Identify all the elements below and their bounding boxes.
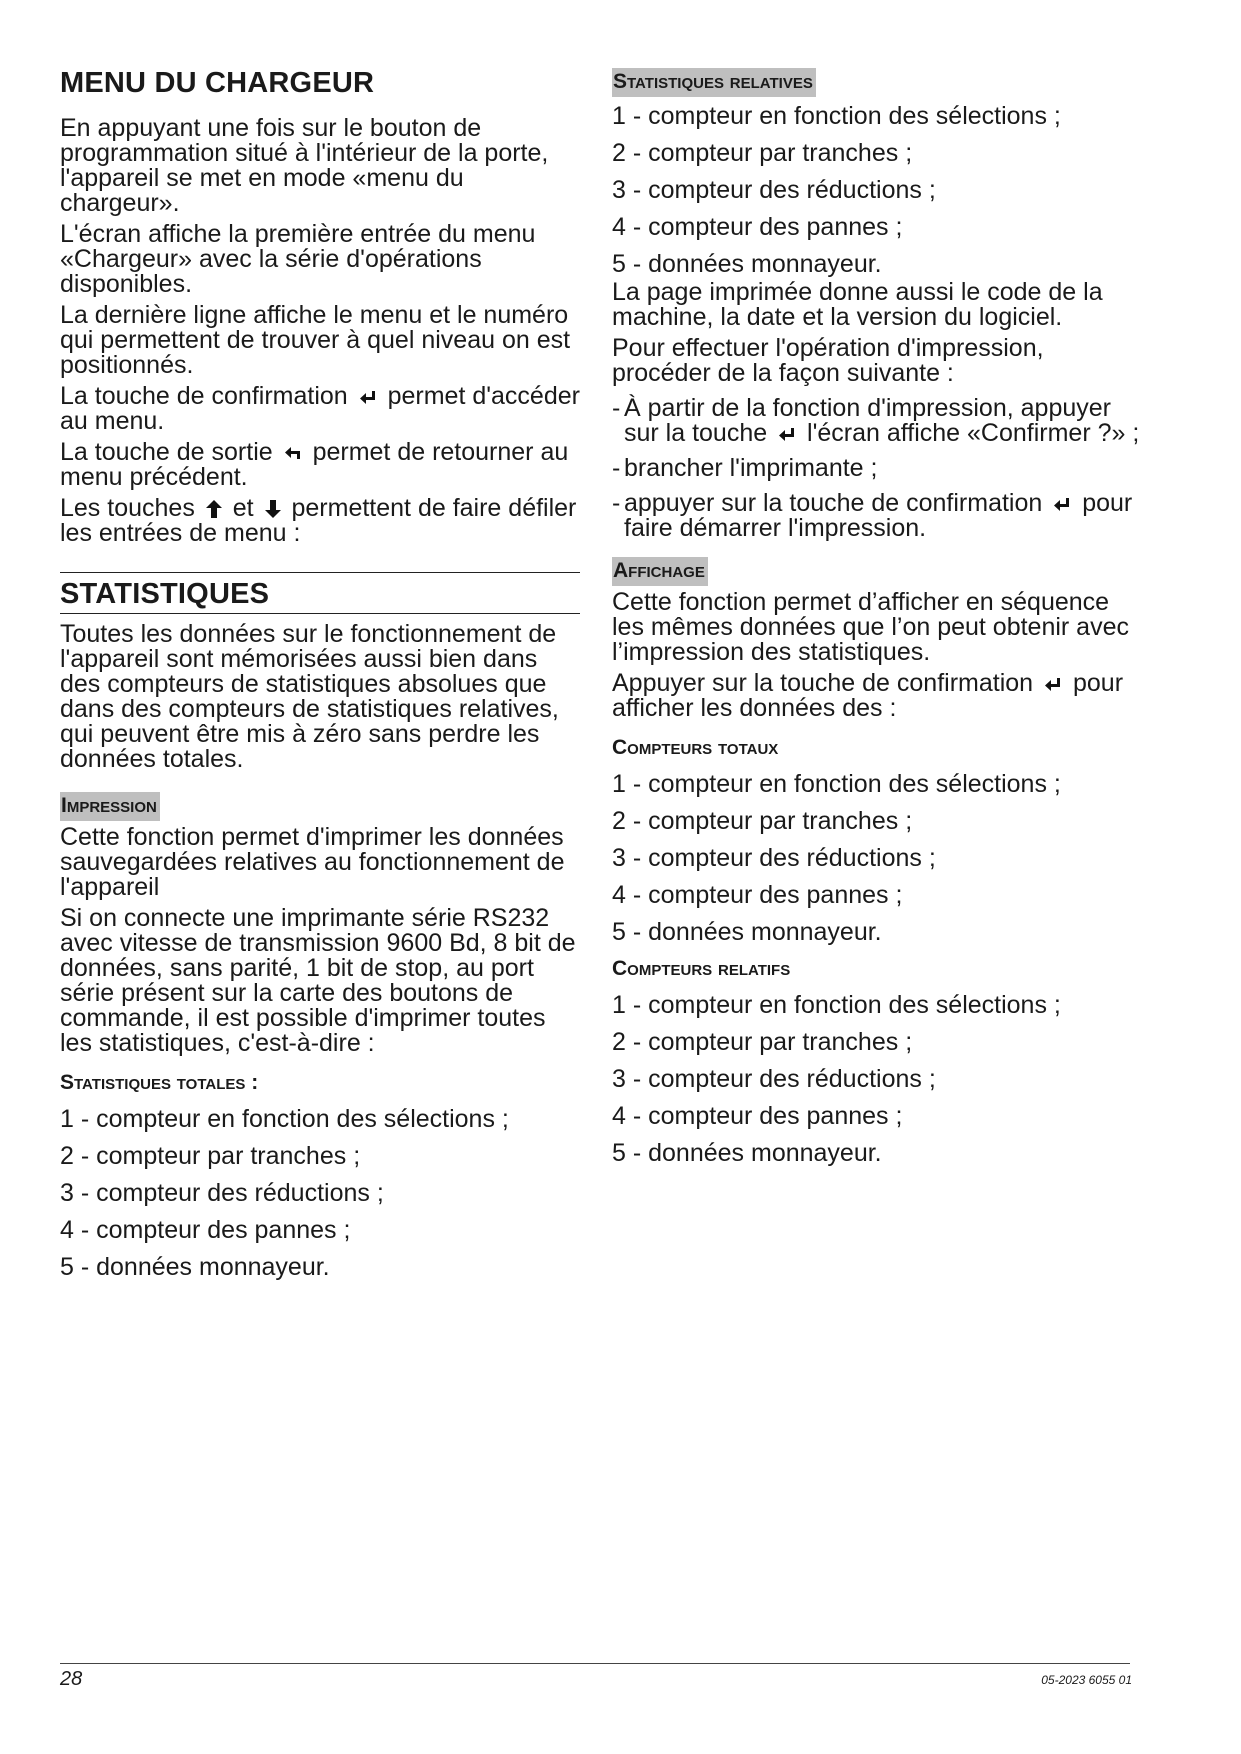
statistiques-section bbox=[60, 572, 580, 772]
list-item: 1 - compteur en fonction des sélections ; bbox=[60, 1105, 509, 1133]
intro-paragraph-3: La dernière ligne affiche le menu et le numéro qui permettent de trouver à quel niveau on est positionnés. bbox=[60, 301, 571, 379]
print-step-3 bbox=[612, 491, 1142, 541]
impression-paragraph-1: Cette fonction permet d'imprimer les données sauvegardées relatives au fonctionnement de l'appareil bbox=[60, 823, 565, 901]
dash-bullet: - bbox=[612, 394, 621, 422]
statistiques-relatives-heading: Statistiques relatives bbox=[612, 68, 816, 97]
print-step-1-post: l'écran affiche «Confirmer ?» ; bbox=[807, 419, 1140, 447]
list-item: 3 - compteur des réductions ; bbox=[612, 844, 936, 872]
arrow-down-icon bbox=[264, 499, 282, 519]
exit-key-text-post: permet de retourner au menu précédent. bbox=[60, 438, 569, 491]
statistiques-totales-list bbox=[60, 1106, 580, 1280]
statistiques-relatives-heading-wrap bbox=[612, 68, 1142, 97]
compteurs-totaux-list bbox=[612, 771, 1142, 945]
print-paragraph-1: La page imprimée donne aussi le code de la machine, la date et la version du logiciel. bbox=[612, 278, 1103, 331]
print-step-2 bbox=[612, 456, 1142, 481]
statistiques-relatives-list bbox=[612, 103, 1142, 277]
print-paragraph-2: Pour effectuer l'opération d'impression, procéder de la façon suivante : bbox=[612, 334, 1044, 387]
arrow-keys-text-mid: et bbox=[232, 494, 254, 522]
list-item: 4 - compteur des pannes ; bbox=[60, 1216, 351, 1244]
print-step-2-text: brancher l'imprimante ; bbox=[624, 454, 878, 482]
impression-heading-wrap bbox=[60, 792, 580, 821]
affichage-heading-wrap bbox=[612, 557, 1142, 586]
list-item: 3 - compteur des réductions ; bbox=[60, 1179, 384, 1207]
list-item: 2 - compteur par tranches ; bbox=[612, 1028, 913, 1056]
print-step-1-pre: À partir de la fonction d'impression, appuyer sur la touche bbox=[624, 394, 1111, 447]
arrow-keys-paragraph bbox=[60, 496, 580, 546]
list-item: 1 - compteur en fonction des sélections ; bbox=[612, 102, 1061, 130]
confirm-key-text-post: permet d'accéder au menu. bbox=[60, 382, 580, 435]
affichage-paragraph: Cette fonction permet d’afficher en séquence les mêmes données que l’on peut obtenir avec l’impression des statistiques. bbox=[612, 588, 1129, 666]
page-title: MENU DU CHARGEUR bbox=[60, 67, 375, 99]
right-column bbox=[612, 62, 1142, 1177]
print-step-1-text bbox=[624, 396, 1142, 446]
list-item: 4 - compteur des pannes ; bbox=[612, 1102, 903, 1130]
list-item: 5 - données monnayeur. bbox=[612, 918, 882, 946]
list-item: 4 - compteur des pannes ; bbox=[612, 213, 903, 241]
statistiques-title: STATISTIQUES bbox=[60, 578, 270, 610]
exit-key-paragraph bbox=[60, 440, 580, 490]
list-item: 2 - compteur par tranches ; bbox=[612, 807, 913, 835]
list-item: 4 - compteur des pannes ; bbox=[612, 881, 903, 909]
list-item: 2 - compteur par tranches ; bbox=[612, 139, 913, 167]
list-item: 1 - compteur en fonction des sélections ; bbox=[612, 770, 1061, 798]
affichage-confirm-paragraph bbox=[612, 671, 1142, 721]
intro-paragraph-2: L'écran affiche la première entrée du menu «Chargeur» avec la série d'opérations disponibles. bbox=[60, 220, 536, 298]
list-item: 1 - compteur en fonction des sélections ; bbox=[612, 991, 1061, 1019]
compteurs-totaux-heading: Compteurs totaux bbox=[612, 736, 779, 759]
arrow-keys-text-pre: Les touches bbox=[60, 494, 195, 522]
enter-key-icon bbox=[1043, 676, 1063, 694]
exit-key-icon bbox=[283, 445, 303, 463]
confirm-key-text-pre: La touche de confirmation bbox=[60, 382, 348, 410]
arrow-up-icon bbox=[205, 499, 223, 519]
document-code: 05-2023 6055 01 bbox=[1041, 1673, 1132, 1687]
left-column bbox=[60, 62, 580, 1291]
print-step-3-pre: appuyer sur la touche de confirmation bbox=[624, 489, 1043, 517]
affichage-confirm-pre: Appuyer sur la touche de confirmation bbox=[612, 669, 1034, 697]
page-number: 28 bbox=[60, 1668, 83, 1690]
list-item: 5 - données monnayeur. bbox=[60, 1253, 330, 1281]
compteurs-relatifs-list bbox=[612, 992, 1142, 1166]
enter-key-icon bbox=[358, 389, 378, 407]
enter-key-icon bbox=[777, 426, 797, 444]
compteurs-relatifs-heading: Compteurs relatifs bbox=[612, 957, 791, 980]
statistiques-paragraph: Toutes les données sur le fonctionnement de l'appareil sont mémorisées aussi bien dans des compteurs de statistiques absolues que dans des compteurs de statistiques relatives, qui peuvent être mis à zéro sans perdre les données totales. bbox=[60, 620, 559, 773]
impression-heading: Impression bbox=[60, 792, 160, 821]
list-item: 5 - données monnayeur. bbox=[612, 250, 882, 278]
affichage-confirm-post: pour afficher les données des : bbox=[612, 669, 1124, 722]
affichage-heading: Affichage bbox=[612, 557, 708, 586]
dash-bullet: - bbox=[612, 454, 621, 482]
intro-paragraph-1: En appuyant une fois sur le bouton de programmation situé à l'intérieur de la porte, l'appareil se met en mode «menu du chargeur». bbox=[60, 114, 549, 217]
statistiques-totales-heading: Statistiques totales : bbox=[60, 1071, 259, 1094]
exit-key-text-pre: La touche de sortie bbox=[60, 438, 273, 466]
enter-key-icon bbox=[1052, 496, 1072, 514]
statistiques-heading-rule bbox=[60, 577, 580, 614]
arrow-keys-text-post: permettent de faire défiler les entrées de menu : bbox=[60, 494, 577, 547]
footer-divider bbox=[60, 1663, 1130, 1664]
print-step-3-post: pour faire démarrer l'impression. bbox=[624, 489, 1133, 542]
list-item: 5 - données monnayeur. bbox=[612, 1139, 882, 1167]
list-item: 3 - compteur des réductions ; bbox=[612, 176, 936, 204]
dash-bullet: - bbox=[612, 489, 621, 517]
print-step-3-text bbox=[624, 491, 1142, 541]
print-step-1 bbox=[612, 396, 1142, 446]
list-item: 3 - compteur des réductions ; bbox=[612, 1065, 936, 1093]
confirm-key-paragraph bbox=[60, 384, 580, 434]
list-item: 2 - compteur par tranches ; bbox=[60, 1142, 361, 1170]
impression-paragraph-2: Si on connecte une imprimante série RS232 avec vitesse de transmission 9600 Bd, 8 bit de données, sans parité, 1 bit de stop, au port série présent sur la carte des boutons de commande, il est possible d'imprimer toutes les statistiques, c'est-à-dire : bbox=[60, 904, 576, 1057]
